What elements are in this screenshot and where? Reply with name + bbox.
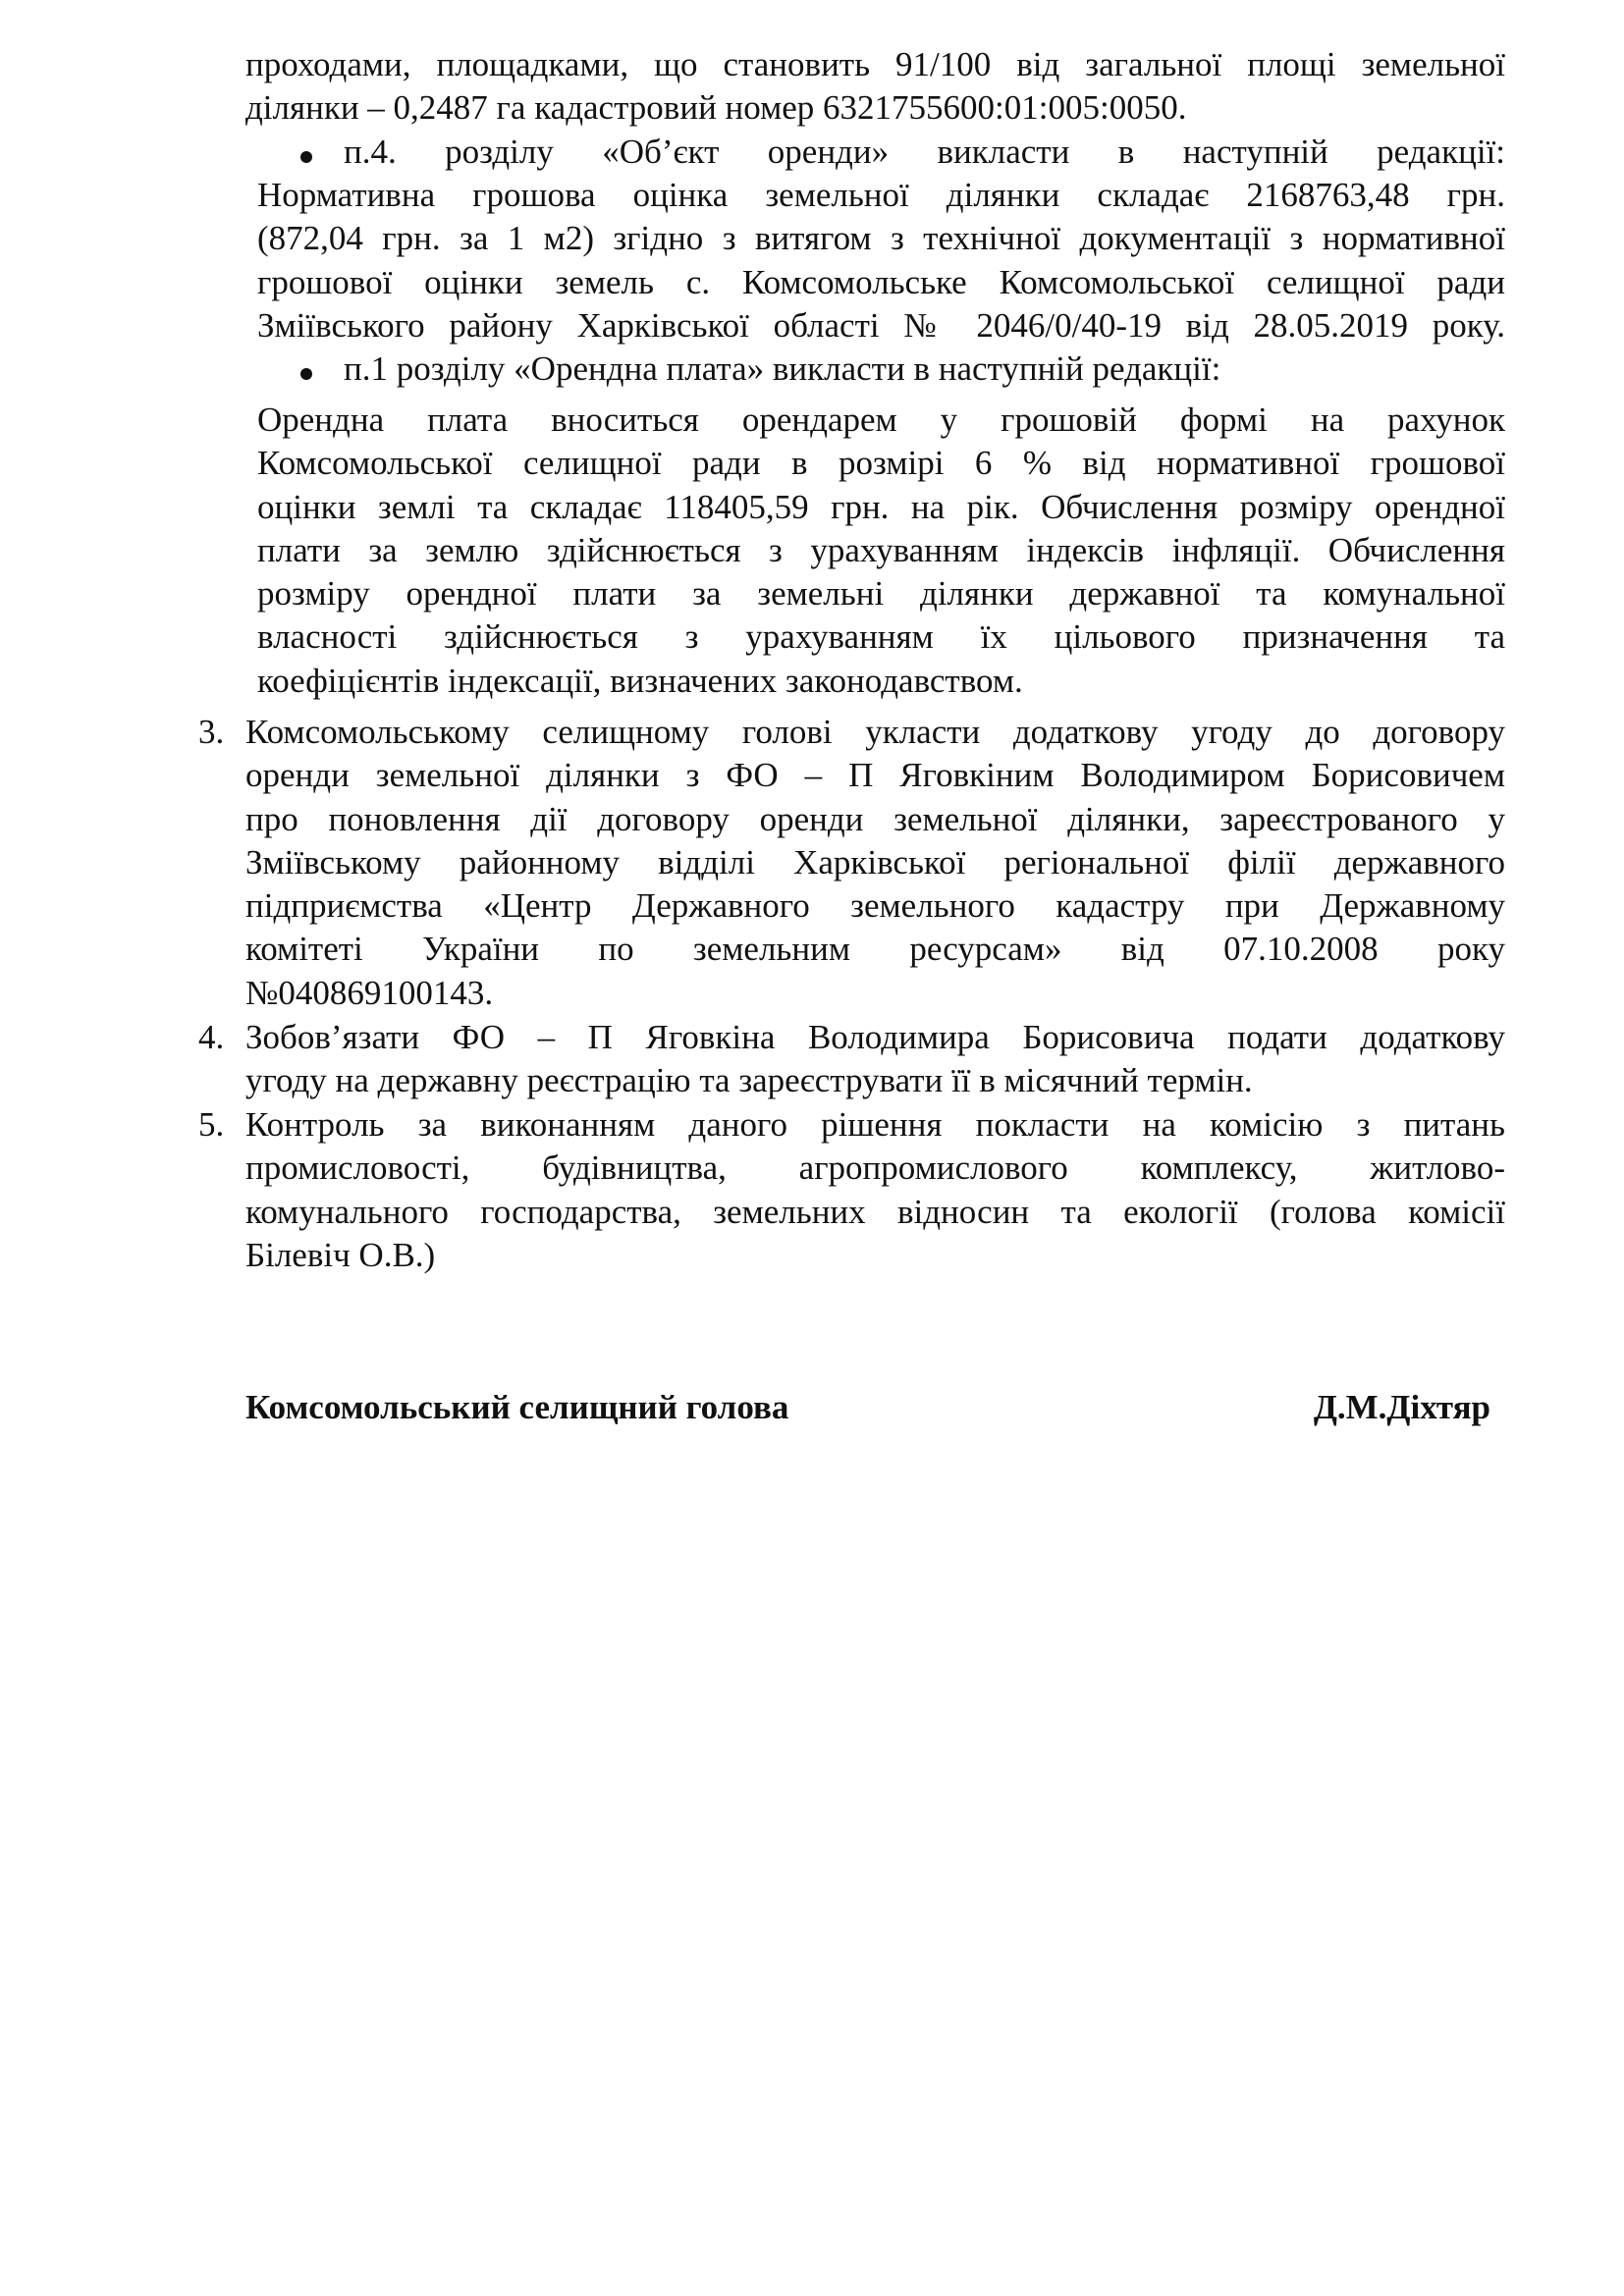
item4-line-2: угоду на державну реєстрацію та зареєструвати її в місячний термін. [245, 1061, 1253, 1100]
intro-paragraph [245, 43, 1505, 131]
bullet1-heading: п.4. розділу «Об’єкт оренди» викласти в наступній редакції: [344, 133, 1505, 171]
bullet1-line-1: Нормативна грошова оцінка земельної ділянки складає 2168763,48 грн. [257, 176, 1505, 214]
bullet2-line-3: оцінки землі та складає 118405,59 грн. на рік. Обчислення розміру орендної [257, 487, 1505, 526]
item3-line-5: підприємства «Центр Державного земельного кадастру при Державному [245, 886, 1505, 926]
item3-line-4: Зміївському районному відділі Харківської регіональної філії державного [245, 842, 1505, 881]
intro-line-2: ділянки – 0,2487 га кадастровий номер 6321755600:01:005:0050. [245, 88, 1187, 128]
item5-line-4: Білевіч О.В.) [245, 1235, 436, 1274]
bullet1-line-2: (872,04 грн. за 1 м2) згідно з витягом з технічної документації з нормативної [257, 219, 1505, 258]
bullet2-line-1: Орендна плата вноситься орендарем у грошовій формі на рахунок [257, 400, 1505, 439]
item4-number: 4. [198, 1018, 225, 1056]
signature-position: Комсомольський селищний голова [245, 1388, 789, 1426]
bullet2-line-5: розміру орендної плати за земельні ділянки державної та комунальної [257, 574, 1505, 614]
bullet2-heading: п.1 розділу «Орендна плата» викласти в наступній редакції: [344, 349, 1221, 388]
bullet2-line-4: плати за землю здійснюється з урахуванням індексів інфляції. Обчислення [257, 530, 1505, 569]
intro-line-1: проходами, площадками, що становить 91/100 від загальної площі земельної [245, 45, 1505, 83]
item3-paragraph [245, 711, 1505, 1015]
bullet1-paragraph [257, 174, 1505, 347]
bullet-icon [300, 151, 312, 163]
item3-line-2: оренди земельної ділянки з ФО – П Яговкіним Володимиром Борисовичем [245, 756, 1505, 795]
bullet1-line-3: грошової оцінки земель с. Комсомольське Комсомольської селищної ради [257, 262, 1505, 301]
item3-number: 3. [198, 713, 225, 751]
item4-line-1: Зобов’язати ФО – П Яговкіна Володимира Борисовича подати додаткову [245, 1018, 1505, 1056]
item5-line-3: комунального господарства, земельних відносин та екології (голова комісії [245, 1192, 1505, 1231]
item3-line-1: Комсомольському селищному голові укласти додаткову угоду до договору [245, 713, 1505, 751]
item5-line-1: Контроль за виконанням даного рішення покласти на комісію з питань [245, 1105, 1505, 1144]
item3-line-6: комітеті України по земельним ресурсам» від 07.10.2008 року [245, 930, 1505, 969]
bullet1-line-4: Зміївського району Харківської області № 2046/0/40-19 від 28.05.2019 року. [257, 305, 1505, 345]
bullet2-line-6: власності здійснюється з урахуванням їх цільового призначення та [257, 617, 1505, 657]
item3-line-3: про поновлення дії договору оренди земельної ділянки, зареєстрованого у [245, 799, 1505, 838]
item4-paragraph [245, 1016, 1505, 1103]
item3-line-7: №040869100143. [245, 973, 494, 1012]
bullet2-line-2: Комсомольської селищної ради в розмірі 6 % від нормативної грошової [257, 444, 1505, 483]
item5-paragraph [245, 1103, 1505, 1277]
bullet2-line-7: коефіцієнтів індексації, визначених законодавством. [257, 661, 1023, 700]
bullet-icon [300, 368, 312, 380]
signature-name: Д.М.Діхтяр [1313, 1388, 1490, 1426]
item5-line-2: промисловості, будівництва, агропромислового комплексу, житлово- [245, 1148, 1505, 1188]
item5-number: 5. [198, 1105, 225, 1144]
bullet2-paragraph [257, 399, 1505, 703]
